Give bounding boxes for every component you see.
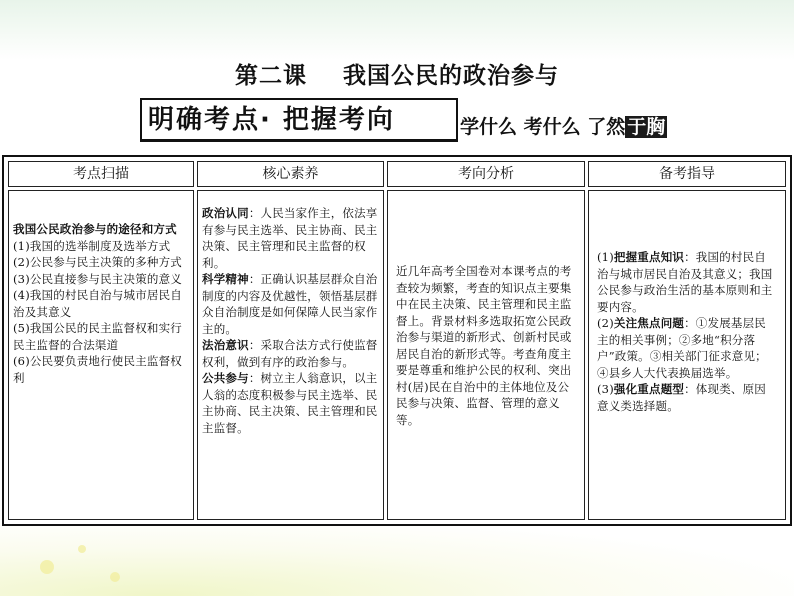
scan-item: (5)我国公民的民主监督权和实行民主监督的合法渠道 xyxy=(13,321,182,352)
literacy-text: ：采取合法方式行使监督权利，做到有序的政治参与。 xyxy=(202,338,378,369)
guidance-item xyxy=(597,315,777,381)
guidance-label: 把握重点知识 xyxy=(613,250,685,264)
guidance-label: 强化重点题型 xyxy=(613,382,685,396)
literacy-label: 公共参与 xyxy=(202,371,249,385)
guidance-item xyxy=(597,381,777,414)
banner-subtitle xyxy=(460,112,667,142)
analysis-text: 近几年高考全国卷对本课考点的考查较为频繁，考查的知识点主要集中在民主决策、民主管理和民主监督上。背景材料多选取拓宽公民政治参与渠道的新形式、创新村民或居民自治的新形式等。考查角度主要是尊重和维护公民的权利、突出村(居)民在自治中的主体地位及公民参与决策、监督、管理的意义等。 xyxy=(396,264,572,427)
header-cell: 核心素养 xyxy=(197,161,384,187)
guidance-text: ：体现类、原因意义类选择题。 xyxy=(597,382,766,413)
analysis-column xyxy=(387,190,585,520)
scan-item: (6)公民要负责地行使民主监督权利 xyxy=(13,354,182,385)
scan-item: (2)公民参与民主决策的多种方式 xyxy=(13,255,182,269)
exam-overview-table xyxy=(2,155,792,526)
literacy-item xyxy=(202,205,379,271)
banner-subtitle-text: 学什么 考什么 了然 xyxy=(460,116,626,138)
literacy-text: ：树立主人翁意识，以主人翁的态度积极参与民主选举、民主协商、民主决策、民主管理和民主监督。 xyxy=(202,371,378,435)
header-cell: 考点扫描 xyxy=(8,161,194,187)
literacy-item xyxy=(202,271,379,337)
guidance-prefix: (2) xyxy=(597,316,614,330)
scan-item: (4)我国的村民自治与城市居民自治及其意义 xyxy=(13,288,182,319)
guidance-text: ：我国的村民自治与城市居民自治及其意义；我国公民参与政治生活的基本原则和主要内容。 xyxy=(597,250,773,314)
decorative-dot xyxy=(40,560,54,574)
header-cell: 考向分析 xyxy=(387,161,585,187)
guidance-column xyxy=(588,190,786,520)
decorative-dot xyxy=(78,545,86,553)
literacy-text: ：正确认识基层群众自治制度的内容及优越性，领悟基层群众自治制度是如何保障人民当家作主的。 xyxy=(202,272,378,336)
guidance-label: 关注焦点问题 xyxy=(613,316,685,330)
scan-item: (3)公民直接参与民主决策的意义 xyxy=(13,271,182,286)
literacy-column xyxy=(197,190,384,520)
scan-heading: 我国公民政治参与的途径和方式 xyxy=(13,222,177,236)
guidance-prefix: (3) xyxy=(597,382,614,396)
banner-subtitle-highlight: 于胸 xyxy=(627,116,666,138)
guidance-prefix: (1) xyxy=(597,250,614,264)
scan-item: (1)我国的选举制度及选举方式 xyxy=(13,238,171,253)
section-banner xyxy=(140,98,705,144)
background-top-gradient xyxy=(0,0,794,60)
literacy-text: ：人民当家作主，依法享有参与民主选举、民主协商、民主决策、民主管理和民主监督的权利。 xyxy=(202,206,378,270)
banner-main-title: 明确考点· 把握考向 xyxy=(140,98,458,142)
literacy-label: 政治认同 xyxy=(202,206,249,220)
scan-column xyxy=(8,190,194,520)
page-title: 第二课 我国公民的政治参与 xyxy=(234,62,560,89)
guidance-item xyxy=(597,249,777,315)
literacy-item xyxy=(202,370,379,436)
literacy-item xyxy=(202,337,379,370)
decorative-dot xyxy=(110,572,120,582)
guidance-text: ：①发展基层民主的相关事例；②多地“积分落户”政策。③相关部门征求意见；④县乡人大代表换届选举。 xyxy=(597,316,767,380)
literacy-label: 科学精神 xyxy=(202,272,249,286)
background-bottom-gradient xyxy=(0,520,794,596)
header-cell: 备考指导 xyxy=(588,161,786,187)
literacy-label: 法治意识 xyxy=(202,338,249,352)
